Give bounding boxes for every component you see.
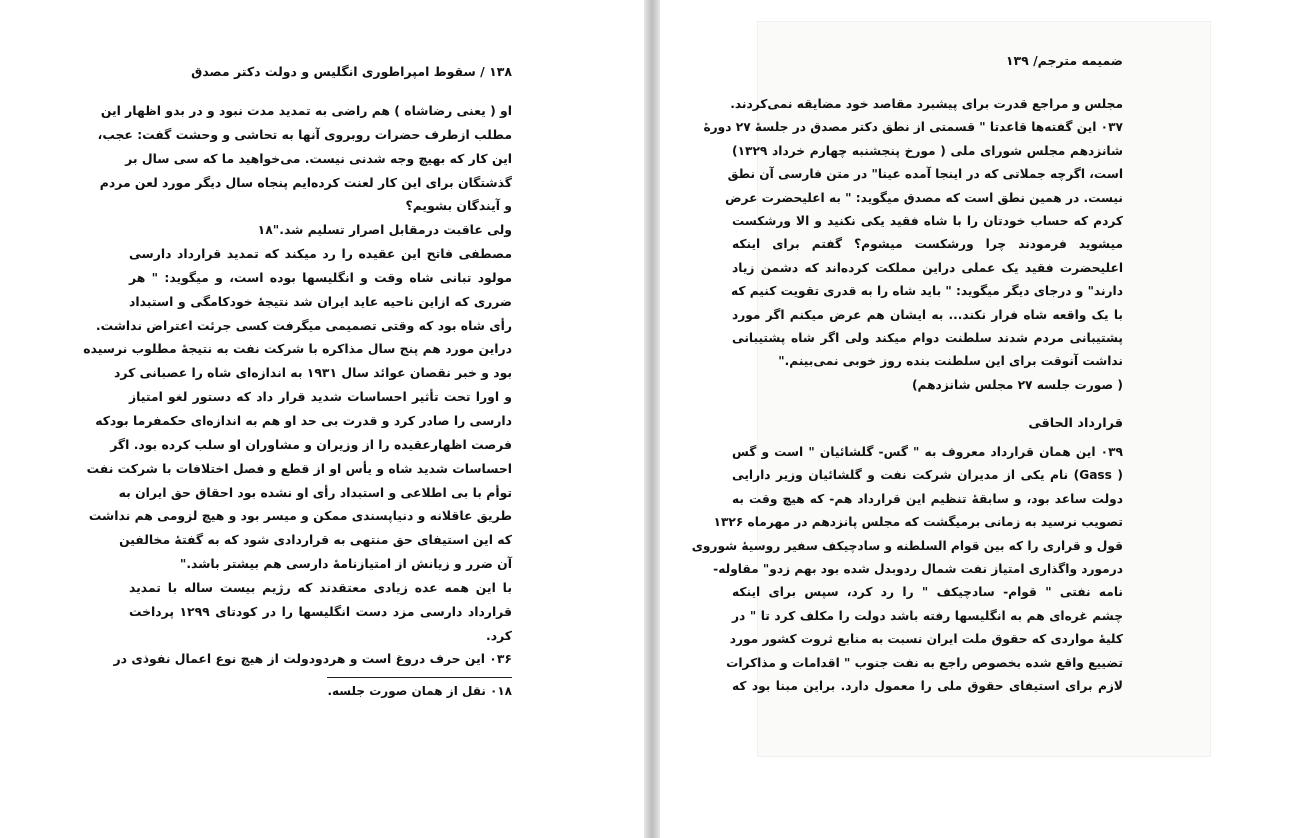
page-header: ۱۳۸ / سقوط امپراطوری انگلیس و دولت دکتر مصدق — [191, 64, 512, 79]
text-line: است، اگرچه جملاتی که در اینجا آمده عینا" در متن فارسی آن نطق — [727, 167, 1123, 182]
body-text — [691, 93, 1123, 698]
text-line: دراین مورد هم پنج سال مذاکره با شرکت نفت به نتیجهٔ مطلوب نرسیده — [83, 341, 512, 357]
text-line: فرصت اظهارعقیده را از وزیران و مشاوران او سلب کرده بود. اگر — [110, 436, 512, 452]
text-line: این کار که بهیچ وجه شدنی نیست. می‌خواهید ما که سی سال بر — [125, 150, 512, 166]
section-heading: قرارداد الحاقی — [1028, 416, 1123, 432]
text-line: ( صورت جلسه ۲۷ مجلس شانزدهم) — [911, 377, 1123, 392]
body-text — [83, 99, 513, 671]
text-line: مولود تبانی شاه وقت و انگلیسها بوده است، و میگوید: " هر — [129, 269, 512, 285]
text-line: مطلب ازطرف حضرات روبروی آنها به تحاشی و وحشت گفت: عجب، — [97, 126, 512, 142]
text-line: درمورد واگذاری امتیاز نفت شمال ردوبدل شده بود بهم زدو" مقاوله- — [713, 562, 1123, 577]
text-line: شانزدهم مجلس شورای ملی ( مورخ پنجشنبه چهارم خرداد ۱۳۲۹) — [732, 143, 1123, 158]
text-line: نیست. در همین نطق است که مصدق میگوید: " به اعلیحضرت عرض — [725, 190, 1123, 205]
text-line: بود و خبر نقصان عوائد سال ۱۹۳۱ به اندازه‌ای شاه را عصبانی کرد — [114, 365, 512, 381]
text-line: چشم غره‌ای هم به انگلیسها رفته باشد دولت را مکلف کرد تا " در — [732, 608, 1123, 623]
text-line: تصویب نرسید به زمانی برمیگشت که مجلس پانزدهم در مهرماه ۱۳۲۶ — [713, 515, 1123, 530]
page-gutter — [644, 0, 660, 838]
right-page — [660, 0, 1303, 838]
text-line: ۰۳۷ این گفته‌ها قاعدتا " قسمتی از نطق دکتر مصدق در جلسهٔ ۲۷ دورهٔ — [703, 120, 1123, 135]
text-line: آن ضرر و زیانش از امتیازنامهٔ دارسی هم بیشتر باشد." — [179, 556, 512, 572]
text-line: پشتیبانی مردم شدند سلطنت دوام میکند ولی اگر شاه پشتیبانی — [732, 330, 1123, 345]
text-line: توأم با بی اطلاعی و استبداد رأی او نشده بود احقاق حق ایران به — [118, 484, 512, 500]
text-line: نداشت آنوقت برای این سلطنت بنده روز خوبی نمی‌بینم." — [778, 354, 1123, 369]
footnote: ۰۱۸ نقل از همان صورت جلسه. — [327, 684, 512, 698]
text-line: کرد. — [486, 627, 512, 643]
left-page — [0, 0, 644, 838]
text-line: ( Gass) نام یکی از مدیران شرکت نفت و گلشائیان وزیر دارایی — [732, 468, 1123, 483]
text-line: ولی عاقبت درمقابل اصرار تسلیم شد."۱۸ — [257, 222, 512, 238]
text-line: ضرری که ازاین ناحیه عاید ایران شد نتیجهٔ خودکامگی و استبداد — [129, 293, 512, 309]
text-line: لازم برای استیفای حقوق ملی را معمول دارد. براین مبنا بود که — [732, 678, 1123, 693]
text-line: قول و قراری را که بین قوام السلطنه و سادچیکف سفیر روسیهٔ شوروی — [691, 538, 1123, 553]
text-line: دارسی را صادر کرد و قدرت بی حد او هم به اندازه‌ای حکمفرما بودکه — [95, 412, 512, 428]
text-line: دارند" و درجای دیگر میگوید: " باید شاه را به قدری تقویت کنیم که — [731, 284, 1123, 299]
text-line: نامه نفتی " قوام- سادچیکف " را رد کرد، سپس برای اینکه — [732, 585, 1123, 600]
text-line: ۰۳۶ این حرف دروغ است و هردودولت از هیچ نوع اعمال نفوذی در — [113, 651, 512, 667]
text-line: احساسات شدید شاه و یأس او از قطع و فصل اختلافات با شرکت نفت — [86, 460, 512, 476]
text-line: اعلیحضرت فقید یک عملی دراین مملکت کرده‌اند که دشمن زیاد — [732, 260, 1123, 275]
text-line: دولت ساعد بود، و سابقهٔ تنظیم این قرارداد هم- که هیچ وقت به — [732, 491, 1123, 506]
text-line: ۰۳۹ این همان قرارداد معروف به " گس- گلشائیان " است و گس — [732, 445, 1123, 460]
text-line: مجلس و مراجع قدرت برای پیشبرد مقاصد خود مضایقه نمی‌کردند. — [730, 97, 1123, 111]
text-line: طریق عاقلانه و دنیاپسندی ممکن و میسر بود و هیچ لزومی هم نداشت — [88, 508, 512, 524]
page-header: ضمیمه مترجم/ ۱۳۹ — [1005, 53, 1123, 68]
text-line: و اورا تحت تأثیر احساسات شدید قرار داد که دستور لغو امتیاز — [129, 389, 512, 405]
text-line: مصطفی فاتح این عقیده را رد میکند که تمدید قرارداد دارسی — [129, 246, 512, 262]
text-line: با یک واقعه شاه فرار نکند... به ایشان هم عرض میکنم اگر مورد — [732, 307, 1123, 322]
text-line: که این استیفای حق منتهی به قراردادی شود که به گفتهٔ مخالفین — [119, 532, 512, 548]
text-line: قرارداد دارسی مزد دست انگلیسها را در کودتای ۱۲۹۹ پرداخت — [129, 603, 513, 619]
text-line: با این همه عده زیادی معتقدند که رژیم بیست ساله با تمدید — [129, 579, 512, 595]
text-line: او ( یعنی رضاشاه ) هم راضی به تمدید مدت نبود و در بدو اظهار این — [100, 103, 512, 118]
text-line: و آیندگان بشویم؟ — [405, 198, 512, 214]
footnote-divider — [327, 677, 512, 678]
text-line: میشوید فرمودند چرا ورشکست میشوم؟ گفتم برای اینکه — [732, 237, 1123, 252]
text-line: کردم که حساب خودتان را با شاه فقید یکی نکنید و الا ورشکست — [732, 213, 1123, 228]
text-line: گذشتگان برای این کار لعنت کرده‌ایم پنجاه سال دیگر مورد لعن مردم — [99, 174, 512, 190]
text-line: رأی شاه بود که وقتی تصمیمی میگرفت کسی جرئت اعتراض نداشت. — [95, 317, 512, 333]
text-line: تضییع واقع شده بخصوص راجع به نفت جنوب " اقدامات و مذاکرات — [726, 655, 1123, 670]
text-line: کلیهٔ مواردی که حقوق ملت ایران نسبت به منابع ثروت کشور مورد — [729, 632, 1123, 647]
